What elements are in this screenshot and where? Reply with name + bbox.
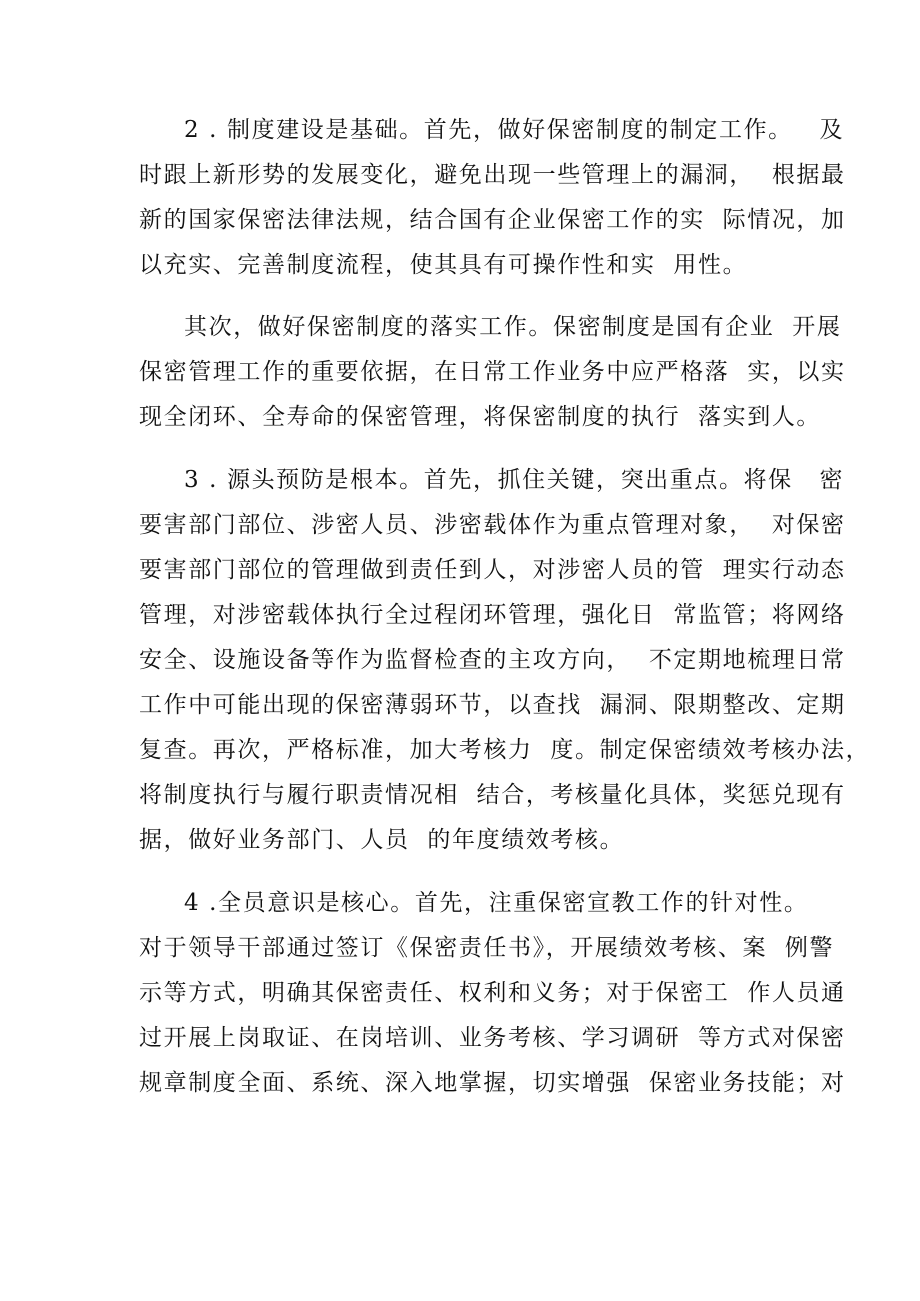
- text-line: 对于领导干部通过签订《保密责任书》，开展绩效考核、案 例警: [139, 935, 835, 961]
- text-line: 4 .全员意识是核心。首先，注重保密宣教工作的针对性。: [184, 890, 809, 916]
- text-line: 将制度执行与履行职责情况相 结合，考核量化具体，奖惩兑现有: [139, 782, 846, 808]
- text-line: 管理，对涉密载体执行全过程闭环管理，强化日 常监管；将网络: [139, 602, 846, 628]
- text-line: 复查。再次，严格标准，加大考核力 度。制定保密绩效考核办法，: [139, 737, 871, 763]
- text-line: 据，做好业务部门、人员 的年度绩效考核。: [139, 827, 625, 853]
- text-line: 规章制度全面、系统、深入地掌握，切实增强 保密业务技能；对: [139, 1070, 846, 1096]
- text-line: 其次，做好保密制度的落实工作。保密制度是国有企业 开展: [184, 314, 842, 340]
- text-line: 工作中可能出现的保密薄弱环节，以查找 漏洞、限期整改、定期: [139, 692, 846, 718]
- text-line: 要害部门部位、涉密人员、涉密载体作为重点管理对象， 对保密: [139, 512, 846, 538]
- text-line: 2 . 制度建设是基础。首先，做好保密制度的制定工作。 及: [184, 117, 845, 143]
- text-line: 要害部门部位的管理做到责任到人，对涉密人员的管 理实行动态: [139, 557, 846, 583]
- text-line: 安全、设施设备等作为监督检查的主攻方向， 不定期地梳理日常: [139, 647, 846, 673]
- text-line: 3 . 源头预防是根本。首先，抓住关键，突出重点。将保 密: [184, 467, 845, 493]
- text-line: 以充实、完善制度流程，使其具有可操作性和实 用性。: [139, 252, 748, 278]
- text-line: 示等方式，明确其保密责任、权利和义务；对于保密工 作人员通: [139, 980, 846, 1006]
- text-line: 现全闭环、全寿命的保密管理，将保密制度的执行 落实到人。: [139, 404, 822, 430]
- text-line: 新的国家保密法律法规，结合国有企业保密工作的实 际情况，加: [139, 207, 846, 233]
- text-line: 保密管理工作的重要依据，在日常工作业务中应严格落 实，以实: [139, 359, 846, 385]
- text-line: 时跟上新形势的发展变化，避免出现一些管理上的漏洞， 根据最: [139, 162, 846, 188]
- text-line: 过开展上岗取证、在岗培训、业务考核、学习调研 等方式对保密: [139, 1025, 846, 1051]
